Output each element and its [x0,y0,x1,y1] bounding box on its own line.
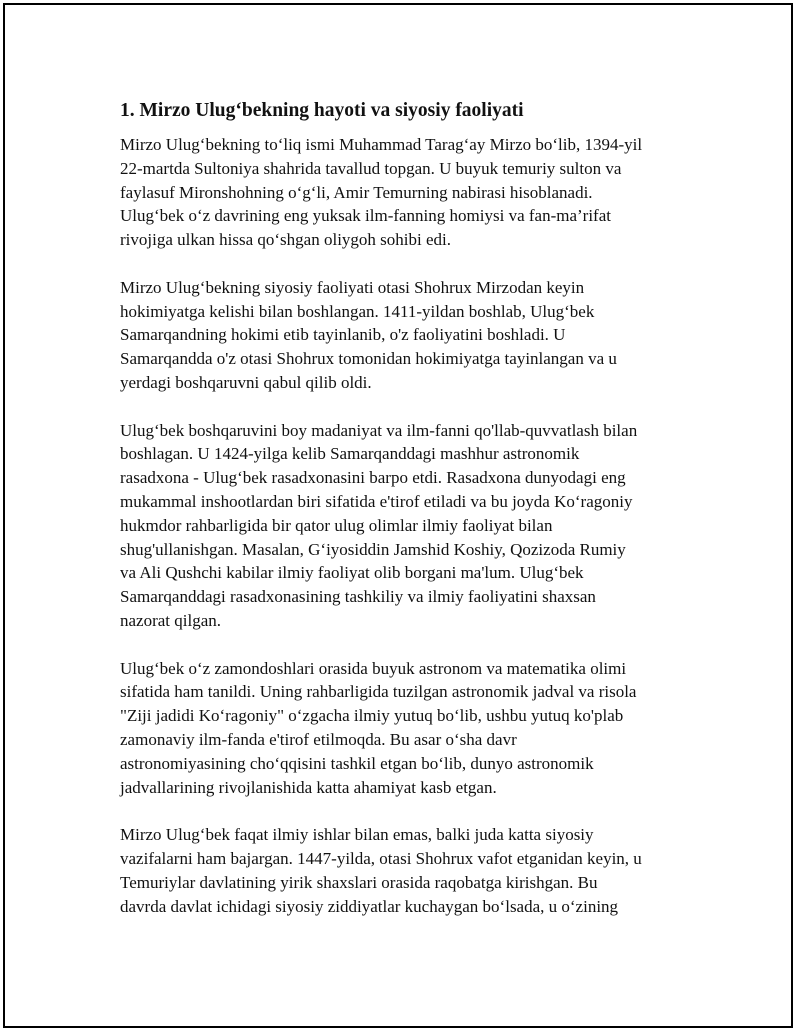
text-line: Samarqanddagi rasadxonasining tashkiliy va ilmiy faoliyatini shaxsan [120,587,596,607]
text-line: boshlagan. U 1424-yilga kelib Samarqanddagi mashhur astronomik [120,444,580,464]
text-line: mukammal inshootlardan biri sifatida e'tirof etiladi va bu joyda Ko‘ragoniy [120,491,633,511]
text-line: rivojiga ulkan hissa qo‘shgan oliygoh sohibi edi. [120,230,451,250]
text-line: vazifalarni ham bajargan. 1447-yilda, otasi Shohrux vafot etganidan keyin, u [120,848,642,868]
text-line: Ulug‘bek o‘z davrining eng yuksak ilm-fanning homiysi va fan-ma’rifat [120,206,611,226]
text-line: "Ziji jadidi Ko‘ragoniy" o‘zgacha ilmiy yutuq bo‘lib, ushbu yutuq ko'plab [120,706,624,726]
text-line: Samarqandning hokimi etib tayinlanib, o'z faoliyatini boshladi. U [120,325,566,345]
text-line: va Ali Qushchi kabilar ilmiy faoliyat olib borgani ma'lum. Ulug‘bek [120,563,584,583]
text-line: Mirzo Ulug‘bekning to‘liq ismi Muhammad Tarag‘ay Mirzo bo‘lib, 1394-yil [120,135,643,154]
paragraph-5 [120,823,700,918]
text-line: hokimiyatga kelishi bilan boshlangan. 1411-yildan boshlab, Ulug‘bek [120,301,595,321]
text-line: Samarqandda o'z otasi Shohrux tomonidan hokimiyatga tayinlangan va u [120,349,617,369]
text-line: Temuriylar davlatining yirik shaxslari orasida raqobatga kirishgan. Bu [120,872,598,892]
section-heading: 1. Mirzo Ulug‘bekning hayoti va siyosiy faoliyati [120,100,524,121]
text-line: faylasuf Mironshohning o‘g‘li, Amir Temurning nabirasi hisoblanadi. [120,182,593,202]
text-line: rasadxona - Ulug‘bek rasadxonasini barpo etdi. Rasadxona dunyodagi eng [120,468,626,488]
text-line: davrda davlat ichidagi siyosiy ziddiyatlar kuchaygan bo‘lsada, u o‘zining [120,896,619,916]
paragraph-2 [120,276,700,395]
text-line: shug'ullanishgan. Masalan, G‘iyosiddin Jamshid Koshiy, Qozizoda Rumiy [120,539,626,559]
text-line: jadvallarining rivojlanishida katta ahamiyat kasb etgan. [120,777,497,797]
text-line: Ulug‘bek boshqaruvini boy madaniyat va ilm-fanni qo'llab-quvvatlash bilan [120,420,638,440]
page-frame [3,3,793,1028]
document-body [120,97,700,942]
text-line: Mirzo Ulug‘bekning siyosiy faoliyati otasi Shohrux Mirzodan keyin [120,277,585,297]
paragraph-4 [120,657,700,800]
text-line: yerdagi boshqaruvni qabul qilib oldi. [120,372,372,392]
paragraph-1 [120,133,700,252]
text-line: hukmdor rahbarligida bir qator ulug olimlar ilmiy faoliyat bilan [120,515,553,535]
text-line: 22-martda Sultoniya shahrida tavallud topgan. U buyuk temuriy sulton va [120,158,622,178]
text-line: Ulug‘bek o‘z zamondoshlari orasida buyuk astronom va matematika olimi [120,658,627,678]
text-line: sifatida ham tanildi. Uning rahbarligida tuzilgan astronomik jadval va risola [120,682,637,702]
text-line: astronomiyasining cho‘qqisini tashkil etgan bo‘lib, dunyo astronomik [120,753,594,773]
text-line: Mirzo Ulug‘bek faqat ilmiy ishlar bilan emas, balki juda katta siyosiy [120,825,594,845]
text-line: nazorat qilgan. [120,610,222,630]
paragraph-3 [120,419,700,633]
text-line: zamonaviy ilm-fanda e'tirof etilmoqda. Bu asar o‘sha davr [120,729,517,749]
